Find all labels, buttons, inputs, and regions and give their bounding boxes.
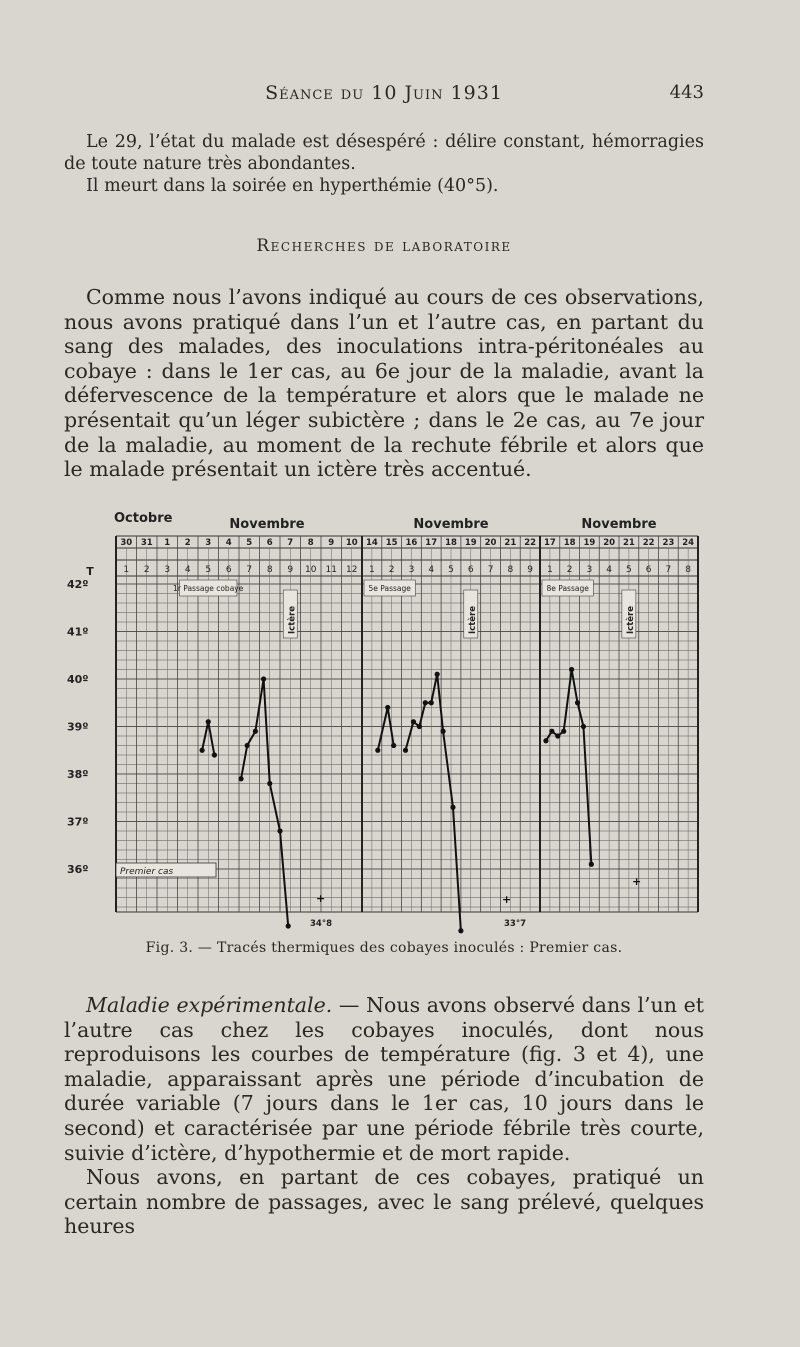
intro-paragraph-1: Le 29, l’état du malade est désespéré : délire constant, hémorragies de toute nature très abondantes.: [64, 132, 704, 174]
day-index-label: 5: [626, 565, 632, 575]
date-label: 20: [603, 538, 616, 548]
y-tick-label: 40º: [67, 673, 89, 686]
y-tick-label: 42º: [67, 578, 89, 591]
temperature-point: [261, 676, 266, 681]
body-paragraph-2-text: — Nous avons observé dans l’un et l’autre cas chez les cobayes inoculés, dont nous reproduisons les courbes de température (fig. 3 et 4), une maladie, apparaissant après une période d’incubation de durée variable (7 jours dans le 1er cas, 10 jours dans le second) et caractérisée par une période fébrile très courte, suivie d’ictère, d’hypothermie et de mort rapide.: [64, 993, 704, 1165]
date-label: 6: [266, 538, 273, 548]
day-index-label: 9: [287, 565, 294, 575]
date-label: 7: [287, 538, 294, 548]
temperature-point: [555, 733, 560, 738]
low-temperature-label: 34°8: [310, 919, 332, 929]
day-index-label: 2: [566, 565, 573, 575]
temperature-point: [575, 700, 580, 705]
date-label: 17: [425, 538, 438, 548]
temperature-point: [569, 667, 574, 672]
date-label: 22: [524, 538, 537, 548]
date-label: 15: [385, 538, 398, 548]
day-index-label: 7: [246, 565, 253, 575]
death-mark: +: [316, 892, 326, 905]
temperature-point: [417, 724, 422, 729]
day-index-label: 6: [645, 565, 652, 575]
intro-paragraph-2: Il meurt dans la soirée en hyperthémie (40°5).: [86, 176, 499, 196]
y-tick-label: 38º: [67, 768, 89, 781]
low-temperature-label: 33°7: [504, 919, 526, 929]
death-mark: +: [632, 875, 642, 888]
date-label: 19: [583, 538, 596, 548]
temperature-point: [581, 724, 586, 729]
day-index-label: 6: [225, 565, 232, 575]
temperature-point: [385, 705, 390, 710]
temperature-point: [429, 700, 434, 705]
day-index-label: 2: [388, 565, 395, 575]
temperature-line: [378, 708, 394, 751]
date-label: 9: [328, 538, 335, 548]
section-run-in-title: Maladie expérimentale.: [86, 993, 333, 1017]
day-index-label: 7: [487, 565, 494, 575]
legend-label: Premier cas: [120, 867, 174, 877]
day-index-label: 4: [184, 565, 191, 575]
icterus-label: Ictère: [625, 606, 636, 634]
date-label: 19: [464, 538, 477, 548]
month-label-octobre: Octobre: [114, 511, 173, 526]
temperature-point: [543, 738, 548, 743]
day-index-label: 4: [606, 565, 612, 575]
day-index-label: 9: [527, 565, 533, 575]
running-title: Séance du 10 Juin 1931: [265, 82, 503, 104]
temperature-point: [245, 743, 250, 748]
y-tick-label: 41º: [67, 625, 89, 639]
day-index-label: 7: [665, 565, 672, 575]
temperature-point: [435, 672, 440, 677]
temperature-point: [423, 700, 428, 705]
death-mark: +: [502, 893, 512, 906]
date-label: 30: [120, 538, 133, 548]
date-label: 21: [622, 538, 635, 548]
date-label: 8: [307, 538, 314, 548]
temperature-point: [450, 805, 455, 810]
day-index-label: 8: [266, 565, 273, 575]
day-index-label: 12: [346, 565, 358, 575]
figure-caption: Fig. 3. — Tracés thermiques des cobayes inoculés : Premier cas.: [145, 940, 623, 956]
day-index-label: 8: [685, 565, 691, 575]
day-index-label: 3: [164, 565, 171, 575]
temperature-point: [391, 743, 396, 748]
day-index-label: 6: [467, 565, 474, 575]
body-paragraph-3: Nous avons, en partant de ces cobayes, pratiqué un certain nombre de passages, avec le sang prélevé, quelques heures: [64, 1165, 704, 1239]
date-label: 16: [405, 538, 418, 548]
date-label: 17: [543, 538, 556, 548]
day-index-label: 11: [325, 565, 337, 575]
day-index-label: 10: [305, 565, 317, 575]
temperature-line: [546, 670, 591, 865]
icterus-label: Ictère: [467, 606, 478, 634]
body-paragraph-2: [64, 993, 704, 1165]
date-label: 14: [365, 538, 378, 548]
passage-annotation: 8e Passage: [546, 584, 589, 593]
date-label: 31: [140, 538, 153, 548]
date-label: 10: [345, 538, 358, 548]
temperature-point: [411, 719, 416, 724]
day-index-label: 1: [547, 565, 553, 575]
date-label: 18: [445, 538, 457, 548]
date-label: 5: [246, 538, 253, 548]
temperature-point: [458, 928, 463, 933]
day-index-label: 5: [448, 565, 454, 575]
t-axis-label: T: [86, 565, 94, 578]
passage-annotation: 5e Passage: [368, 584, 411, 593]
date-label: 4: [225, 538, 232, 548]
date-label: 20: [484, 538, 497, 548]
day-index-label: 3: [408, 565, 415, 575]
date-label: 24: [682, 538, 695, 548]
day-index-label: 5: [205, 565, 212, 575]
date-label: 23: [662, 538, 675, 548]
month-label-novembre: Novembre: [581, 517, 657, 532]
day-index-label: 1: [123, 565, 130, 575]
day-index-label: 4: [428, 565, 435, 575]
temperature-point: [253, 729, 258, 734]
temperature-point: [375, 748, 380, 753]
icterus-label: Ictère: [287, 606, 298, 634]
date-label: 3: [205, 538, 212, 548]
temperature-point: [200, 748, 205, 753]
temperature-point: [549, 729, 554, 734]
page-number: 443: [669, 82, 704, 103]
temperature-point: [440, 729, 445, 734]
temperature-point: [206, 719, 211, 724]
date-label: 18: [563, 538, 576, 548]
temperature-point: [561, 729, 566, 734]
temperature-point: [238, 776, 243, 781]
day-index-label: 1: [369, 565, 375, 575]
month-label-novembre: Novembre: [229, 517, 305, 532]
y-tick-label: 39º: [67, 720, 89, 734]
date-label: 1: [164, 538, 171, 548]
running-head: [64, 82, 704, 108]
month-label-novembre: Novembre: [413, 517, 489, 532]
temperature-chart: [62, 506, 712, 936]
temperature-point: [277, 828, 282, 833]
day-index-label: 2: [143, 565, 150, 575]
chart-svg: [62, 506, 712, 936]
y-tick-label: 37º: [67, 815, 89, 829]
date-label: 2: [184, 538, 191, 548]
section-heading: Recherches de laboratoire: [256, 236, 512, 256]
body-paragraph-1: Comme nous l’avons indiqué au cours de ces observations, nous avons pratiqué dans l’un et l’autre cas, en partant du sang des malades, des inoculations intra-péritonéales au cobaye : dans le 1er cas, au 6e jour de la maladie, avant la défervescence de la température et alors que le malade ne présentait qu’un léger subictère ; dans le 2e cas, au 7e jour de la maladie, au moment de la rechute fébrile et alors que le malade présentait un ictère très accentué.: [64, 285, 704, 482]
temperature-point: [589, 862, 594, 867]
temperature-point: [403, 748, 408, 753]
day-index-label: 8: [507, 565, 514, 575]
date-label: 21: [504, 538, 517, 548]
date-label: 22: [642, 538, 655, 548]
temperature-point: [286, 923, 291, 928]
y-tick-label: 36º: [67, 863, 89, 876]
temperature-point: [267, 781, 272, 786]
temperature-point: [212, 752, 217, 757]
passage-annotation: 1r Passage cobaye: [173, 584, 244, 593]
day-index-label: 3: [586, 565, 593, 575]
